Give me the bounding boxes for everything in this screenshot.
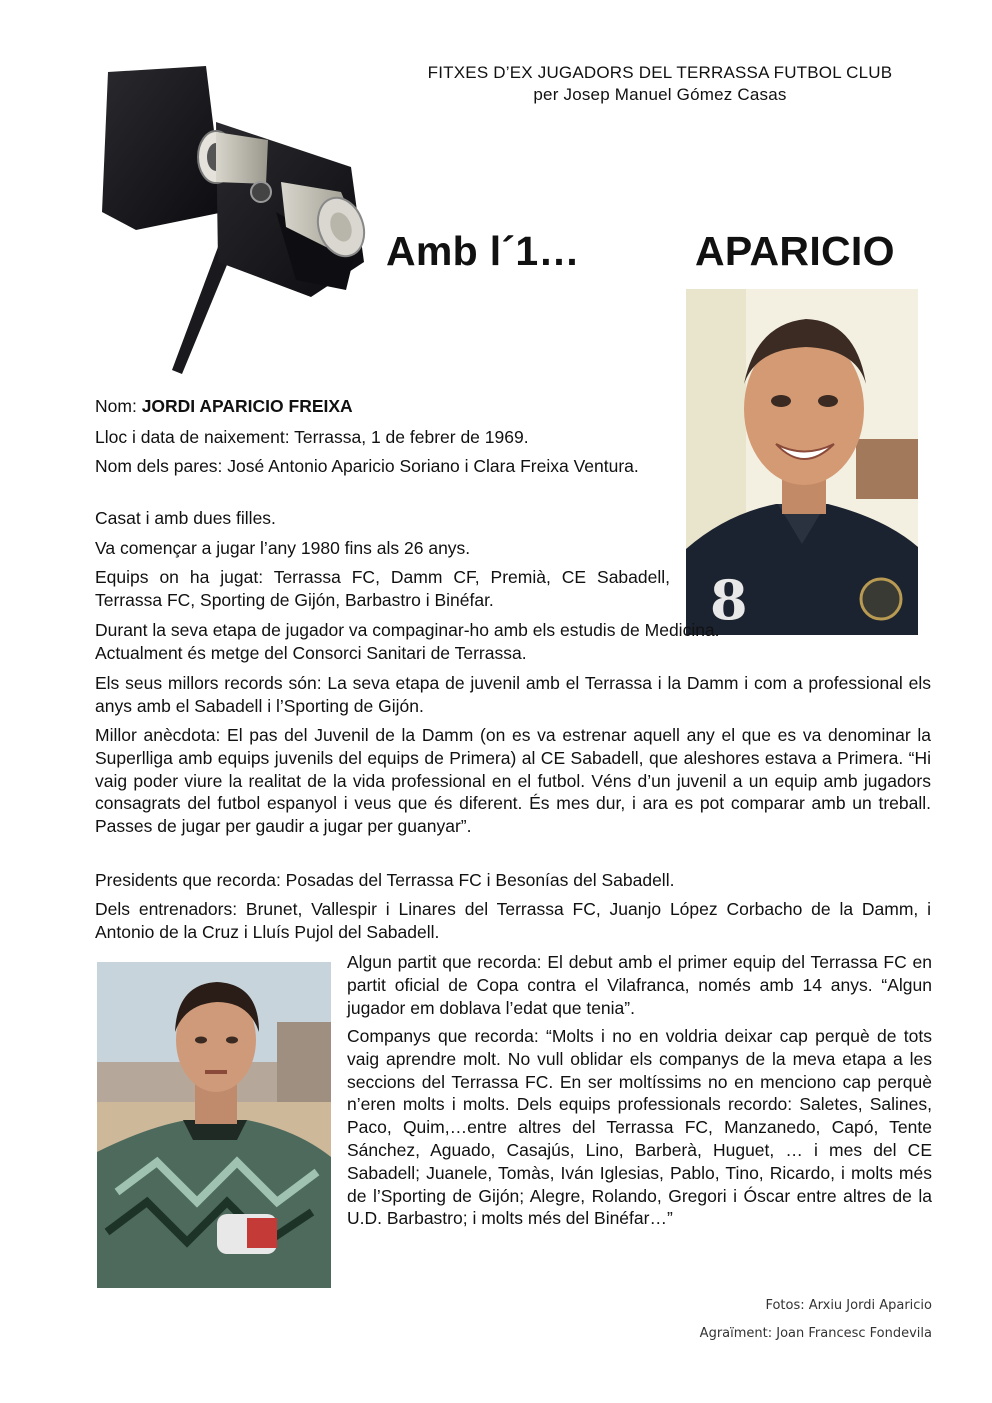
header-series-title: FITXES D’EX JUGADORS DEL TERRASSA FUTBOL CLUB [427,63,893,82]
bio-memorable-match: Algun partit que recorda: El debut amb el primer equip del Terrassa FC en partit oficial de Copa contra el Vilafranca, només amb 14 anys. “Algun jugador em doblava l’edat que tenia”. [347,952,932,1018]
bio-presidents: Presidents que recorda: Posadas del Terrassa FC i Besonías del Sabadell. [95,870,675,890]
acknowledgement: Agraïment: Joan Francesc Fondevila [699,1326,932,1341]
bio-teams: Equips on ha jugat: Terrassa FC, Damm CF, Premià, CE Sabadell, Terrassa FC, Sporting de Gijón, Barbastro i Binéfar. [95,567,670,610]
bio-studies: Durant la seva etapa de jugador va compaginar-ho amb els estudis de Medicina. Actualment és metge del Consorci Sanitari de Terrassa. [95,620,720,663]
portrait-photo-current [686,289,918,635]
bio-married: Casat i amb dues filles. [95,508,276,528]
header-author: per Josep Manuel Gómez Casas [533,85,787,104]
photo-credits: Fotos: Arxiu Jordi Aparicio [765,1298,932,1313]
bio-best-memories: Els seus millors records són: La seva etapa de juvenil amb el Terrassa i la Damm i com a professional els anys amb el Sabadell i l’Sporting de Gijón. [95,673,931,716]
bio-career-start: Va començar a jugar l’any 1980 fins als 26 anys. [95,538,471,558]
bio-parents: Nom dels pares: José Antonio Aparicio Soriano i Clara Freixa Ventura. [95,456,639,476]
bio-anecdote: Millor anècdota: El pas del Juvenil de la Damm (on es va estrenar aquell any el que es va denominar la Superlliga amb equips juvenils del equips de Primera) al CE Sabadell, que aleshores estava a Primera. “Hi vaig poder viure la realitat de la vida professional en el futbol. Véns d’un juvenil a un equip amb jugadors consagrats del futbol espanyol i veus que és diferent. És mes dur, i ara es pot comparar amb un treball. Passes de jugar per gaudir a jugar per guanyar”. [95,725,931,837]
portrait-photo-goalkeeper [97,962,331,1288]
bio-teammates: Companys que recorda: “Molts i no en voldria deixar cap perquè de tots vaig aprendre molt. No vull oblidar els companys de la meva etapa a les seccions del Terrassa FC. En ser moltíssims no en menciono cap perquè n’eren molts i molts. Dels equips professionals recordo: Saletes, Salines, Paco, Quim,…entre altres del Terrassa FC, Manzanedo, Capó, Tente Sánchez, Aguado, Casajús, Lino, Barberà, Huguet, … i mes del CE Sabadell; Juanele, Tomàs, Iván Iglesias, Pablo, Tino, Ricardo, i molts més de l’Sporting de Gijón; Alegre, Rolando, Gregori i Óscar entre altres de la U.D. Barbastro; i molts més del Binéfar…” [347,1026,932,1229]
title-left: Amb l´1… [386,228,580,274]
bio-name-label: Nom: [95,396,142,416]
bio-birth: Lloc i data de naixement: Terrassa, 1 de febrer de 1969. [95,427,529,447]
megaphone-illustration [96,62,376,374]
bio-coaches: Dels entrenadors: Brunet, Vallespir i Linares del Terrassa FC, Juanjo López Corbacho de la Damm, i Antonio de la Cruz i Lluís Pujol del Sabadell. [95,899,931,942]
bio-name-value: JORDI APARICIO FREIXA [141,396,353,416]
jersey-number: 8 [710,568,748,632]
title-player-name: APARICIO [695,228,895,274]
page-header [360,62,960,106]
bio-name [95,395,675,418]
